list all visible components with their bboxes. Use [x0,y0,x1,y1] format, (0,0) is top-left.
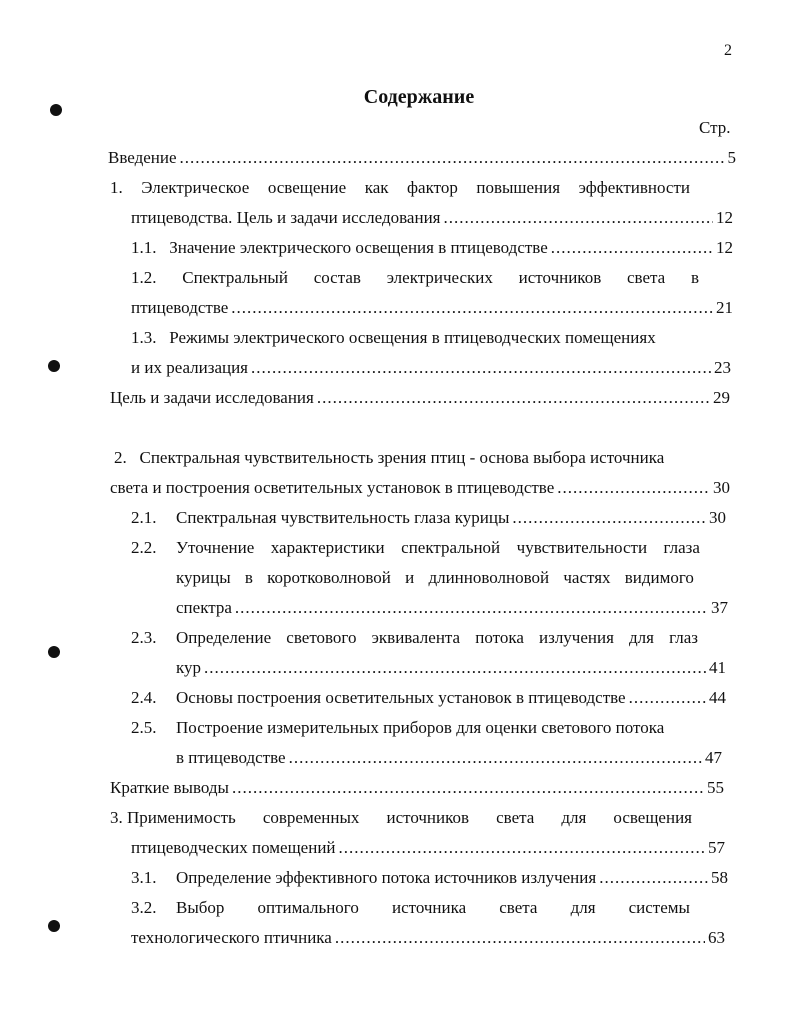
word: для [629,628,654,647]
word: повышения [476,178,561,197]
word: 1.2. [131,268,157,287]
word: Определение [176,628,272,647]
leader-dots [629,686,706,710]
word: электрических [386,268,493,287]
leader-dots [317,386,710,410]
leader-dots [251,356,711,380]
word: глаза [663,538,700,557]
toc-section-2-3-num: 2.3. [131,628,157,647]
toc-section-2-5-line1[interactable]: Построение измерительных приборов для оценки светового потока [176,718,665,737]
toc-entry-text: птицеводства. Цель и задачи исследования [131,208,441,227]
word: эффективности [578,178,690,197]
word: видимого [624,568,694,587]
toc-chapter-2-line1[interactable]: 2. Спектральная чувствительность зрения птиц - основа выбора источника [114,448,665,467]
word: потока [475,628,524,647]
toc-entry-text: спектра [176,598,232,617]
leader-dots [512,506,706,530]
toc-section-2-2-line1[interactable] [176,536,700,560]
toc-section-2-2-num: 2.2. [131,538,157,557]
word: курицы [176,568,231,587]
toc-entry-text: Определение эффективного потока источников излучения [176,868,597,887]
toc-page-number: 30 [709,508,726,527]
toc-chapter-2-line2[interactable] [110,476,730,500]
leader-dots [204,656,706,680]
toc-entry-text: птицеводческих помещений [131,838,336,857]
word: освещение [267,178,347,197]
toc-page-number: 47 [705,748,722,767]
toc-section-1-3-line1[interactable]: 1.3. Режимы электрического освещения в птицеводческих помещениях [131,328,656,347]
toc-section-1-3-line2[interactable] [131,356,731,380]
toc-page-number: 63 [708,928,725,947]
word: современных [262,808,360,827]
word: света [499,898,538,917]
page-number: 2 [724,42,732,59]
toc-page-number: 30 [713,478,730,497]
toc-section-2-1-num: 2.1. [131,508,157,527]
word: Электрическое [141,178,250,197]
word: состав [313,268,361,287]
toc-entry-text: технологического птичника [131,928,332,947]
page-column-label: Стр. [699,118,731,137]
word: эквивалента [371,628,461,647]
toc-entry-text: и их реализация [131,358,248,377]
toc-section-2-4[interactable] [176,686,726,710]
toc-page-number: 12 [716,238,733,257]
toc-entry-summary[interactable] [110,776,724,800]
word: системы [628,898,690,917]
word: Выбор [176,898,225,917]
toc-section-3-2-line2[interactable] [131,926,725,950]
word: коротковолновой [267,568,391,587]
word: для [561,808,587,827]
word: частях [563,568,611,587]
word: и [405,568,415,587]
toc-page-number: 37 [711,598,728,617]
word: характеристики [270,538,385,557]
leader-dots [444,206,714,230]
toc-page-number: 44 [709,688,726,707]
toc-entry-text: Введение [108,148,177,167]
toc-page-number: 5 [727,148,736,167]
toc-chapter-3-line2[interactable] [131,836,725,860]
word: Спектральный [182,268,288,287]
toc-page-number: 58 [711,868,728,887]
toc-entry-text: света и построения осветительных установок в птицеводстве [110,478,555,497]
toc-entry-text: в птицеводстве [176,748,286,767]
word: оптимального [257,898,359,917]
leader-dots [335,926,705,950]
leader-dots [599,866,708,890]
toc-section-1-1[interactable] [131,236,733,260]
toc-entry-text: птицеводстве [131,298,229,317]
word: источников [386,808,470,827]
toc-page-number: 55 [707,778,724,797]
toc-section-2-5-num: 2.5. [131,718,157,737]
word: в [690,268,699,287]
toc-entry-goals[interactable] [110,386,730,410]
toc-section-3-2-line1[interactable] [176,896,690,920]
word: для [570,898,596,917]
word: источника [391,898,467,917]
toc-section-2-4-num: 2.4. [131,688,157,707]
leader-dots [551,236,713,260]
word: фактор [407,178,458,197]
word: Уточнение [176,538,255,557]
word: спектральной [401,538,501,557]
toc-chapter-1-line1[interactable] [110,176,690,200]
word: как [364,178,389,197]
word: света [626,268,666,287]
leader-dots [339,836,705,860]
toc-entry-text: Спектральная чувствительность глаза курицы [176,508,510,527]
word: светового [286,628,357,647]
binder-hole-mark [48,360,60,372]
word: длинноволновой [428,568,550,587]
toc-section-3-2-num: 3.2. [131,898,157,917]
leader-dots [180,146,725,170]
toc-section-3-1[interactable] [176,866,728,890]
leader-dots [289,746,702,770]
toc-section-2-1[interactable] [176,506,726,530]
word: в [244,568,253,587]
leader-dots [231,296,713,320]
toc-page-number: 57 [708,838,725,857]
toc-section-2-3-line2[interactable] [176,656,726,680]
leader-dots [235,596,708,620]
toc-entry-text: Цель и задачи исследования [110,388,314,407]
toc-chapter-1-line2[interactable] [131,206,733,230]
toc-section-2-2-line3[interactable] [176,596,728,620]
toc-entry-text: Основы построения осветительных установок в птицеводстве [176,688,626,707]
toc-entry-text: 1.1. Значение электрического освещения в птицеводстве [131,238,548,257]
toc-section-1-2-line2[interactable] [131,296,733,320]
word: глаз [669,628,698,647]
word: излучения [539,628,614,647]
toc-entry-text: Краткие выводы [110,778,229,797]
binder-hole-mark [48,646,60,658]
toc-chapter-3-line1[interactable] [110,806,692,830]
word: чувствительности [516,538,648,557]
word: освещения [613,808,692,827]
leader-dots [232,776,704,800]
toc-section-2-3-line1[interactable] [176,626,698,650]
page-title: Содержание [363,86,475,108]
toc-page-number: 23 [714,358,731,377]
word: света [496,808,535,827]
toc-entry-text: кур [176,658,202,677]
toc-section-3-1-num: 3.1. [131,868,157,887]
toc-page-number: 29 [713,388,730,407]
toc-page-number: 41 [709,658,726,677]
toc-section-1-2-line1[interactable] [131,266,699,290]
word: 1. [110,178,123,197]
leader-dots [557,476,710,500]
toc-page-number: 21 [716,298,733,317]
word: 3. Применимость [110,808,236,827]
toc-page-number: 12 [716,208,733,227]
toc-entry-intro[interactable] [108,146,736,170]
word: источников [518,268,602,287]
binder-hole-mark [48,920,60,932]
toc-section-2-5-line2[interactable] [176,746,722,770]
toc-section-2-2-line2[interactable] [176,566,694,590]
